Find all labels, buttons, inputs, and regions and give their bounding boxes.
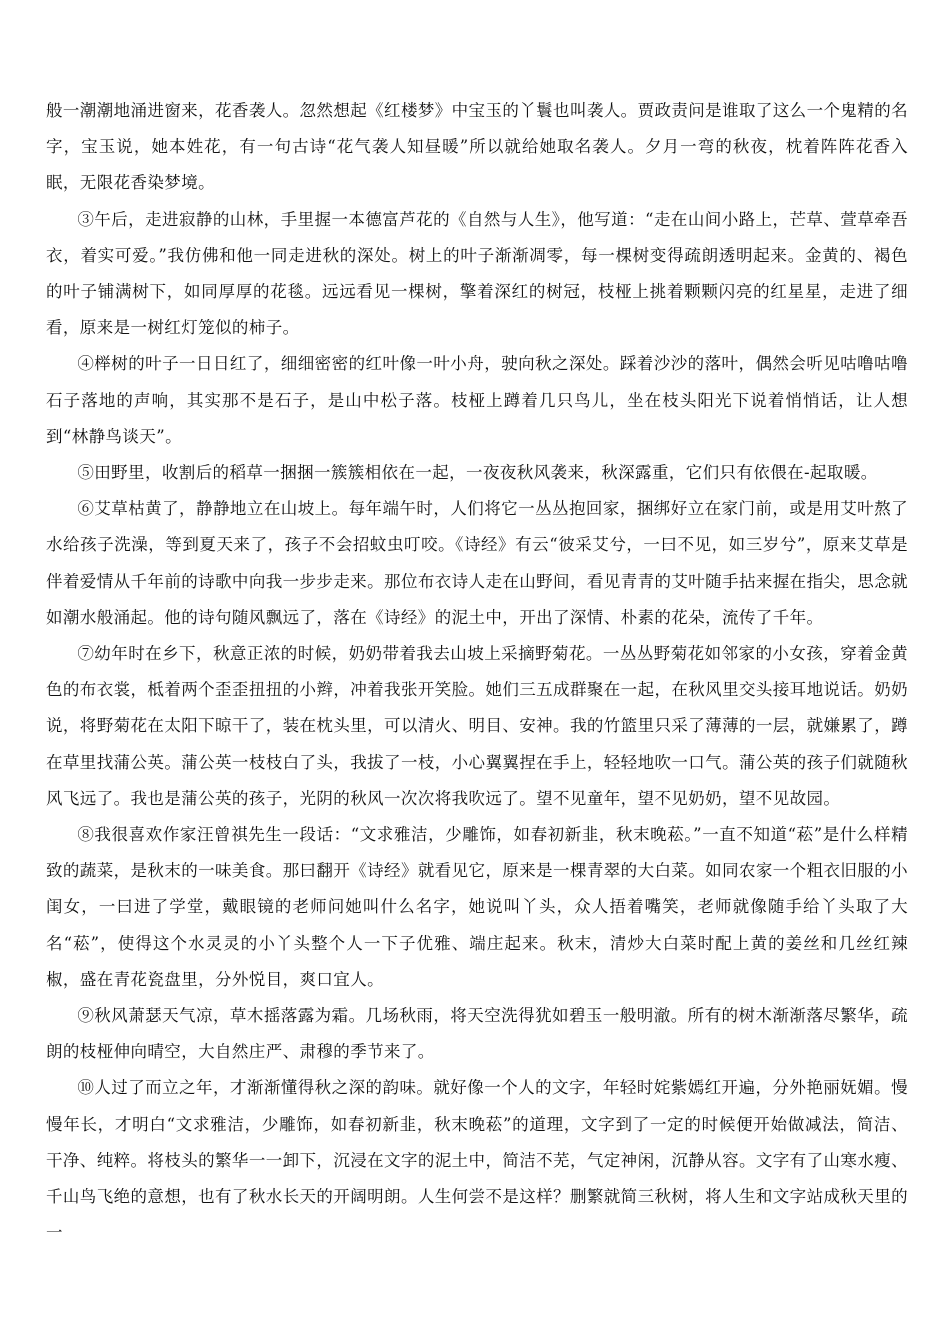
paragraph-7: ⑦幼年时在乡下，秋意正浓的时候，奶奶带着我去山坡上采摘野菊花。一丛丛野菊花如邻家的小女孩，穿着金黄色的布衣裳，柢着两个歪歪扭扭的小辫，冲着我张开笑脸。她们三五成群聚在一起，在秋风里交头接耳地说话。奶奶说，将野菊花在太阳下晾干了，装在枕头里，可以清火、明目、安神。我的竹篮里只采了薄薄的一层，就嫌累了，蹲在草里找蒲公英。蒲公英一枝枝白了头，我拔了一枝，小心翼翼捏在手上，轻轻地吹一口气。蒲公英的孩子们就随秋风飞远了。我也是蒲公英的孩子，光阴的秋风一次次将我吹远了。望不见童年，望不见奶奶，望不见故园。	[46, 644, 908, 808]
paragraph-continuation: 般一潮潮地涌进窗来，花香袭人。忽然想起《红楼梦》中宝玉的丫鬟也叫袭人。贾政责问是谁取了这么一个鬼精的名字，宝玉说，她本姓花，有一句古诗“花气袭人知昼暖”所以就给她取名袭人。夕月一弯的秋夜，枕着阵阵花香入眠，无限花香染梦境。	[46, 101, 908, 193]
paragraph-8: ⑧我很喜欢作家汪曾祺先生一段话：“文求雅洁，少雕饰，如春初新韭，秋末晚菘。”一直不知道“菘”是什么样精致的蔬菜，是秋末的一味美食。那曰翻开《诗经》就看见它，原来是一棵青翠的大白菜。如同农家一个粗衣旧服的小闺女，一曰进了学堂，戴眼镜的老师问她叫什么名字，她说叫丫头，众人捂着嘴笑，老师就像随手给丫头取了大名“菘”，使得这个水灵灵的小丫头整个人一下子优雅、端庄起来。秋末，清炒大白菜时配上黄的姜丝和几丝红辣椒，盛在青花瓷盘里，分外悦目，爽口宜人。	[46, 825, 908, 989]
paragraph-3: ③午后，走进寂静的山林，手里握一本德富芦花的《自然与人生》，他写道：“走在山间小路上，芒草、萱草牵吾衣，着实可爱。”我仿佛和他一同走进秋的深处。树上的叶子渐渐凋零，每一棵树变得疏朗透明起来。金黄的、褐色的叶子铺满树下，如同厚厚的花毯。远远看见一棵树，擎着深红的树冠，枝桠上挑着颗颗闪亮的红星星，走进了细看，原来是一树红灯笼似的柿子。	[46, 209, 908, 338]
paragraph-6: ⑥艾草枯黄了，静静地立在山坡上。每年端午时，人们将它一丛丛抱回家，捆绑好立在家门前，或是用艾叶熬了水给孩子洗澡，等到夏天来了，孩子不会招蚊虫叮咬。《诗经》有云“彼采艾兮，一曰不见，如三岁兮”，原来艾草是伴着爱情从千年前的诗歌中向我一步步走来。那位布衣诗人走在山野间，看见青青的艾叶随手拈来握在指尖，思念就如潮水般涌起。他的诗句随风飘远了，落在《诗经》的泥土中，开出了深情、朴素的花朵，流传了千年。	[46, 499, 908, 627]
document-body	[46, 93, 908, 1252]
paragraph-10: ⑩人过了而立之年，才渐渐懂得秋之深的韵味。就好像一个人的文字，年轻时姹紫嫣红开遍，分外艳丽妩媚。慢慢年长，才明白“文求雅洁，少雕饰，如春初新韭，秋末晚菘”的道理，文字到了一定的时候便开始做减法，简洁、干净、纯粹。将枝头的繁华一一卸下，沉浸在文字的泥土中，简洁不芜，气定神闲，沉静从容。文字有了山寒水瘦、千山鸟飞绝的意想，也有了秋水长天的开阔明朗。人生何尝不是这样？删繁就简三秋树，将人生和文字站成秋天里的一	[46, 1078, 908, 1243]
paragraph-5: ⑤田野里，收割后的稻草一捆捆一簇簇相依在一起，一夜夜秋风袭来，秋深露重，它们只有依偎在-起取暖。	[77, 463, 878, 483]
paragraph-9: ⑨秋风萧瑟天气凉，草木摇落露为霜。几场秋雨，将天空洗得犹如碧玉一般明澈。所有的树木渐渐落尽繁华，疏朗的枝桠伸向晴空，大自然庄严、肃穆的季节来了。	[46, 1006, 908, 1062]
paragraph-4: ④榉树的叶子一日日红了，细细密密的红叶像一叶小舟，驶向秋之深处。踩着沙沙的落叶，偶然会听见咕噜咕噜石子落地的声响，其实那不是石子，是山中松子落。枝桠上蹲着几只鸟儿，坐在枝头阳光下说着悄悄话，让人想到“林静鸟谈天”。	[46, 354, 908, 446]
